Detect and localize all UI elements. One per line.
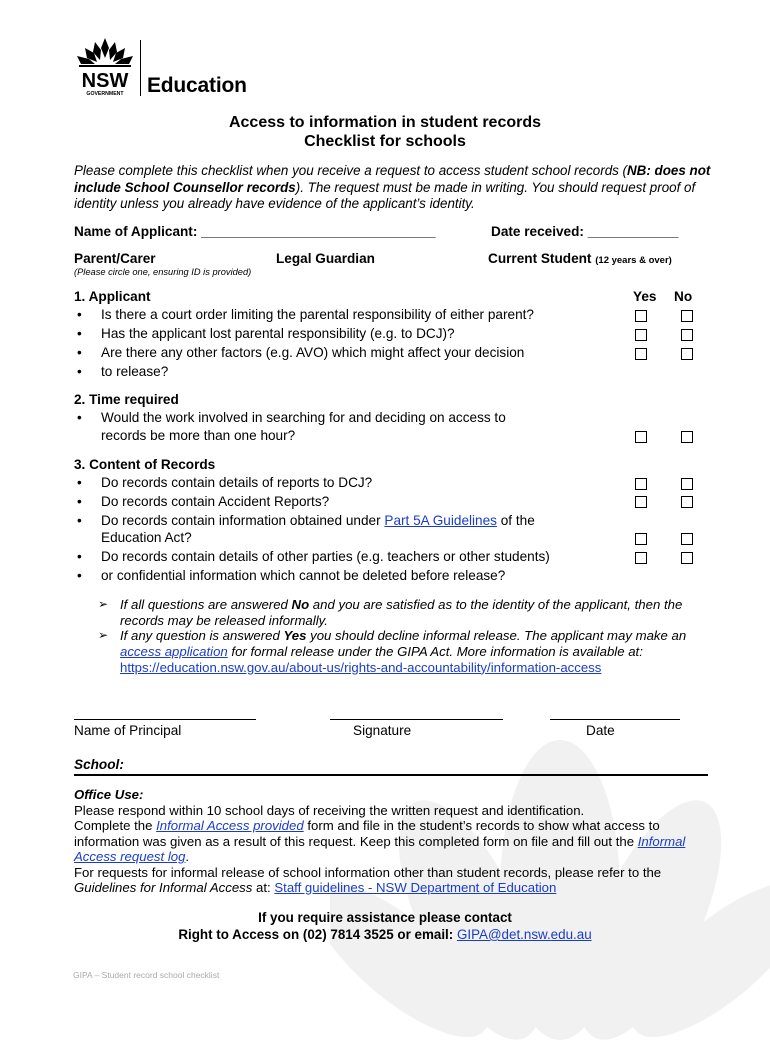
- assistance-contact: Right to Access on (02) 7814 3525 or email: GIPA@det.nsw.edu.au: [178, 927, 592, 942]
- option-parent-carer[interactable]: Parent/Carer: [74, 251, 156, 266]
- access-application-link[interactable]: access application: [120, 643, 228, 659]
- school-label: School:: [74, 757, 124, 772]
- checkbox-no-accident-reports[interactable]: [681, 496, 693, 508]
- checkbox-no-other-factors[interactable]: [681, 348, 693, 360]
- question-other-parties: Do records contain details of other parties (e.g. teachers or other students): [101, 549, 550, 564]
- instruction-all-no: If all questions are answered No and you are satisfied as to the identity of the applicant, then the records may be released informally.: [120, 597, 683, 628]
- question-other-factors: Are there any other factors (e.g. AVO) which might affect your decision: [101, 345, 525, 360]
- question-part-5a: Do records contain information obtained under Part 5A Guidelines of the: [101, 513, 535, 528]
- document-title: Access to information in student records: [228, 114, 542, 131]
- checkbox-no-dcj-reports[interactable]: [681, 478, 693, 490]
- question-lost-responsibility: Has the applicant lost parental responsibility (e.g. to DCJ)?: [101, 326, 455, 341]
- office-use-section: [74, 787, 714, 896]
- office-complete-text: Complete the Informal Access provided form and file in the student’s records to show what access to information was given as a result of this request. Keep this completed form on file and fill out the Informal Access request log.: [74, 818, 686, 864]
- section-applicant-title: 1. Applicant: [74, 289, 151, 304]
- logo-divider: [140, 40, 141, 96]
- checkbox-no-part-5a[interactable]: [681, 533, 693, 545]
- information-access-url-link[interactable]: https://education.nsw.gov.au/about-us/rights-and-accountability/information-access: [120, 659, 602, 675]
- document-page: NSW GOVERNMENT Education Access to information in student records Checklist for schools Please complete this checklist when you receive a request to access student school records (NB: does not include School Counsellor records). The request must be made in writing. You should request proof of identity unless you already have evidence of the applicant’s identity. Name of Applicant: _______________________________ Date received: ____________ Parent/Carer Legal Guardian Current Student (12 years & over) (Please circle one, ensuring ID is provided) Yes No 1. Applicant • Is there a court order limiting the parental responsibility of either parent? • Has the applicant lost parental responsibility (e.g. to DCJ)? • Are there any other factors (e.g. AVO) which might affect your decision • to release? 2. Time required • Would the work involved in searching for and deciding on access to records be more than one hour? 3. Content of Records • Do records contain details of reports to DCJ? • Do records contain Accident Reports? • Do records contain information obtained under Part 5A Guidelines of the Education Act? • Do records contain details of other parties (e.g. teachers or other students) • or confidential information which cannot be deleted before release? ➢ If all questions are answered No and you are satisfied as to the identity of the applicant, then the records may be released informally. ➢ If any question is answered Yes you should decline informal release. The applicant may make an access application for formal release under the GIPA Act. More information is available at: https://education.nsw.gov.au/about-us/rights-and-accountability/information-access Name of Principal Signature Date School: Office Use: Please respond within 10 school days of receiving the written request and identification. Complete the Informal Access provided form and file in the student’s records to show what access to information was given as a result of this request. Keep this completed form on file and fill out the Informal Access request log. For requests for informal release of school information other than student records, please refer to the Guidelines for Informal Access at: Staff guidelines - NSW Department of Education If you require assistance please contact Right to Access on (02) 7814 3525 or email: GIPA@det.nsw.edu.au GIPA – Student record school checklist: [0, 0, 770, 1024]
- checkbox-no-work-time[interactable]: [681, 431, 693, 443]
- waratah-logo-icon: [73, 36, 137, 98]
- signature-label: Signature: [353, 723, 412, 738]
- question-other-factors-cont: to release?: [101, 364, 169, 379]
- date-label: Date: [586, 723, 615, 738]
- yes-column-header: Yes: [633, 289, 657, 304]
- principal-name-line[interactable]: [74, 719, 256, 720]
- gipa-email-link[interactable]: GIPA@det.nsw.edu.au: [456, 927, 592, 942]
- checkbox-yes-part-5a[interactable]: [635, 533, 647, 545]
- question-dcj-reports: Do records contain details of reports to DCJ?: [101, 475, 373, 490]
- intro-paragraph: Please complete this checklist when you receive a request to access student school records (NB: does not include School Counsellor records). The request must be made in writing. You should request proof of identity unless you already have evidence of the applicant’s identity.: [74, 163, 711, 211]
- question-part-5a-cont: Education Act?: [101, 530, 192, 545]
- checkbox-no-other-parties[interactable]: [681, 552, 693, 564]
- brand-subtext: GOVERNMENT: [86, 91, 124, 97]
- name-of-applicant-field[interactable]: Name of Applicant: _______________________________: [74, 224, 436, 239]
- date-line[interactable]: [550, 719, 680, 720]
- informal-access-log-link[interactable]: Informal Access request log: [74, 833, 686, 864]
- arrow-bullet-icon: ➢: [98, 597, 109, 611]
- nsw-education-logo: [73, 36, 263, 98]
- arrow-bullet-icon: ➢: [98, 628, 109, 642]
- question-work-time-cont: records be more than one hour?: [101, 428, 296, 443]
- footer-text: GIPA – Student record school checklist: [73, 970, 220, 980]
- option-legal-guardian[interactable]: Legal Guardian: [276, 251, 375, 266]
- checkbox-yes-dcj-reports[interactable]: [635, 478, 647, 490]
- office-use-heading: Office Use:: [74, 787, 144, 802]
- brand-text: NSW: [81, 70, 129, 92]
- checkbox-yes-accident-reports[interactable]: [635, 496, 647, 508]
- assistance-heading: If you require assistance please contact: [258, 910, 512, 925]
- checkbox-no-lost-responsibility[interactable]: [681, 329, 693, 341]
- checkbox-no-court-order[interactable]: [681, 310, 693, 322]
- question-accident-reports: Do records contain Accident Reports?: [101, 494, 330, 509]
- question-work-time: Would the work involved in searching for and deciding on access to: [101, 410, 506, 425]
- department-name: Education: [147, 74, 247, 97]
- checkbox-yes-work-time[interactable]: [635, 431, 647, 443]
- principal-name-label: Name of Principal: [74, 723, 182, 738]
- instruction-any-yes: If any question is answered Yes you should decline informal release. The applicant may make an access application for formal release under the GIPA Act. More information is available at: https://education.nsw.gov.au/about-us/rights-and-accountability/information-access: [120, 628, 687, 675]
- signature-line[interactable]: [330, 719, 503, 720]
- circle-note: (Please circle one, ensuring ID is provided): [74, 267, 252, 277]
- office-guidelines-text: For requests for informal release of school information other than student records, please refer to the Guidelines for Informal Access at: Staff guidelines - NSW Department of Education: [74, 864, 662, 895]
- school-field-line[interactable]: [74, 774, 708, 776]
- no-column-header: No: [674, 289, 693, 304]
- question-confidential-info: or confidential information which cannot be deleted before release?: [101, 568, 506, 583]
- checkbox-yes-court-order[interactable]: [635, 310, 647, 322]
- checkbox-yes-other-factors[interactable]: [635, 348, 647, 360]
- staff-guidelines-link[interactable]: Staff guidelines - NSW Department of Education: [274, 880, 557, 895]
- informal-access-provided-link[interactable]: Informal Access provided: [156, 818, 304, 833]
- checkbox-yes-lost-responsibility[interactable]: [635, 329, 647, 341]
- document-subtitle: Checklist for schools: [304, 133, 466, 150]
- date-received-field[interactable]: Date received: ____________: [491, 224, 679, 239]
- question-court-order: Is there a court order limiting the parental responsibility of either parent?: [101, 307, 534, 322]
- section-content-title: 3. Content of Records: [74, 457, 216, 472]
- office-respond-text: Please respond within 10 school days of receiving the written request and identification.: [74, 802, 585, 818]
- option-current-student[interactable]: Current Student (12 years & over): [488, 251, 672, 266]
- part-5a-guidelines-link[interactable]: Part 5A Guidelines: [384, 513, 497, 528]
- checkbox-yes-other-parties[interactable]: [635, 552, 647, 564]
- section-time-title: 2. Time required: [74, 392, 179, 407]
